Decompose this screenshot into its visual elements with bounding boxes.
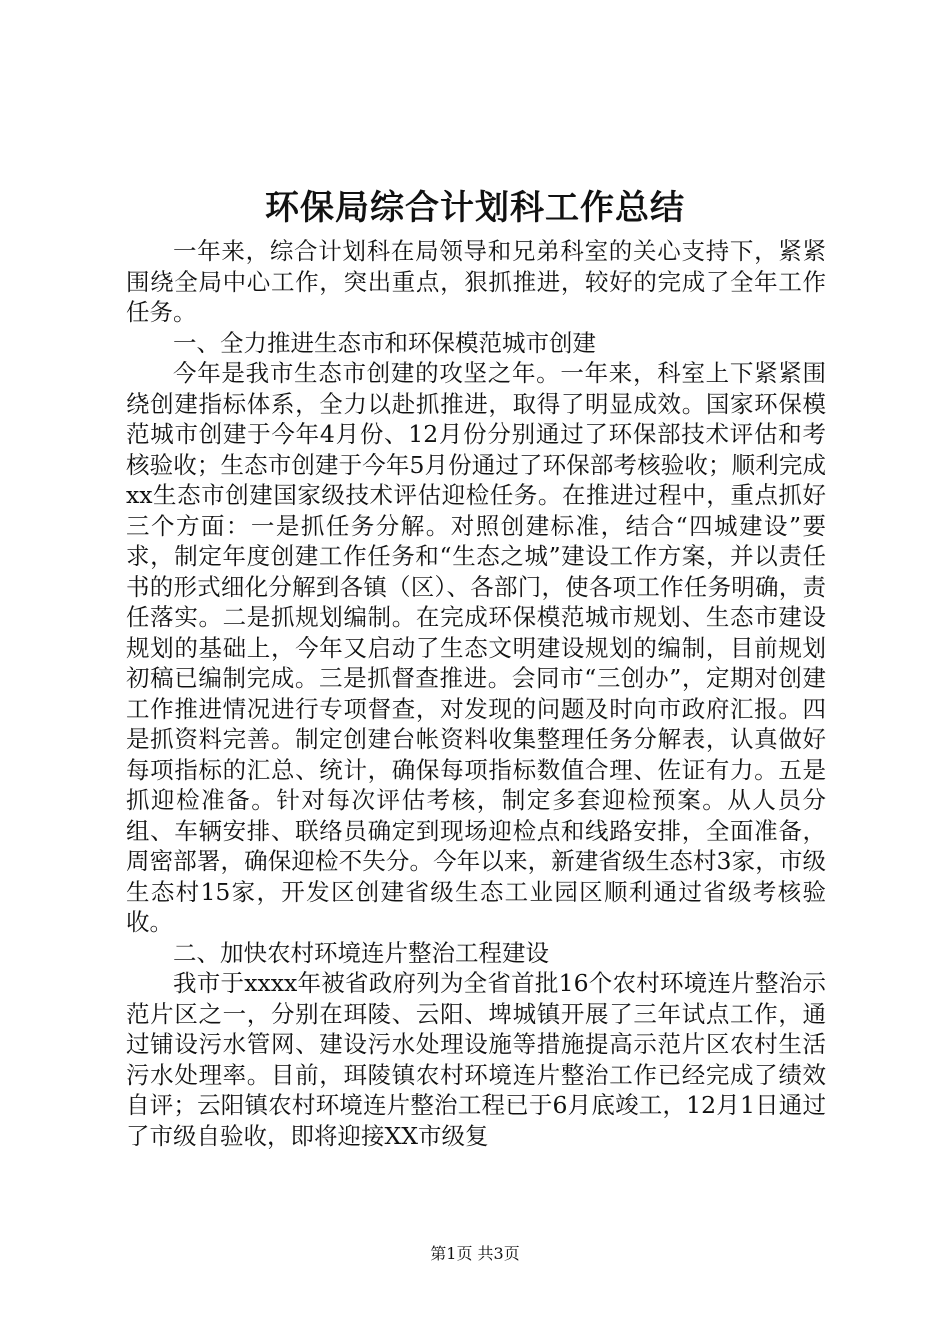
- section-heading-1: 一、全力推进生态市和环保模范城市创建: [173, 328, 596, 357]
- document-body: [126, 236, 826, 1151]
- page-number-footer: 第1页 共3页: [430, 1244, 520, 1263]
- document-title: 环保局综合计划科工作总结: [265, 188, 685, 228]
- section-1-paragraph: 今年是我市生态市创建的攻坚之年。一年来，科室上下紧紧围绕创建指标体系，全力以赴抓推进，取得了明显成效。国家环保模范城市创建于今年4月份、12月份分别通过了环保部技术评估和考核验收；生态市创建于今年5月份通过了环保部考核验收；顺利完成xx生态市创建国家级技术评估迎检任务。在推进过程中，重点抓好三个方面：一是抓任务分解。对照创建标准，结合“四城建设”要求，制定年度创建工作任务和“生态之城”建设工作方案，并以责任书的形式细化分解到各镇（区）、各部门，使各项工作任务明确，责任落实。二是抓规划编制。在完成环保模范城市规划、生态市建设规划的基础上，今年又启动了生态文明建设规划的编制，目前规划初稿已编制完成。三是抓督查推进。会同市“三创办”，定期对创建工作推进情况进行专项督查，对发现的问题及时向市政府汇报。四是抓资料完善。制定创建台帐资料收集整理任务分解表，认真做好每项指标的汇总、统计，确保每项指标数值合理、佐证有力。五是抓迎检准备。针对每次评估考核，制定多套迎检预案。从人员分组、车辆安排、联络员确定到现场迎检点和线路安排，全面准备，周密部署，确保迎检不失分。今年以来，新建省级生态村3家，市级生态村15家，开发区创建省级生态工业园区顺利通过省级考核验收。: [126, 359, 826, 936]
- section-heading-2: 二、加快农村环境连片整治工程建设: [173, 938, 549, 967]
- intro-paragraph: 一年来，综合计划科在局领导和兄弟科室的关心支持下，紧紧围绕全局中心工作，突出重点，狠抓推进，较好的完成了全年工作任务。: [126, 237, 826, 326]
- section-2-paragraph: 我市于xxxx年被省政府列为全省首批16个农村环境连片整治示范片区之一，分别在珥陵、云阳、埤城镇开展了三年试点工作，通过铺设污水管网、建设污水处理设施等措施提高示范片区农村生活污水处理率。目前，珥陵镇农村环境连片整治工作已经完成了绩效自评；云阳镇农村环境连片整治工程已于6月底竣工，12月1日通过了市级自验收，即将迎接XX市级复: [126, 969, 826, 1150]
